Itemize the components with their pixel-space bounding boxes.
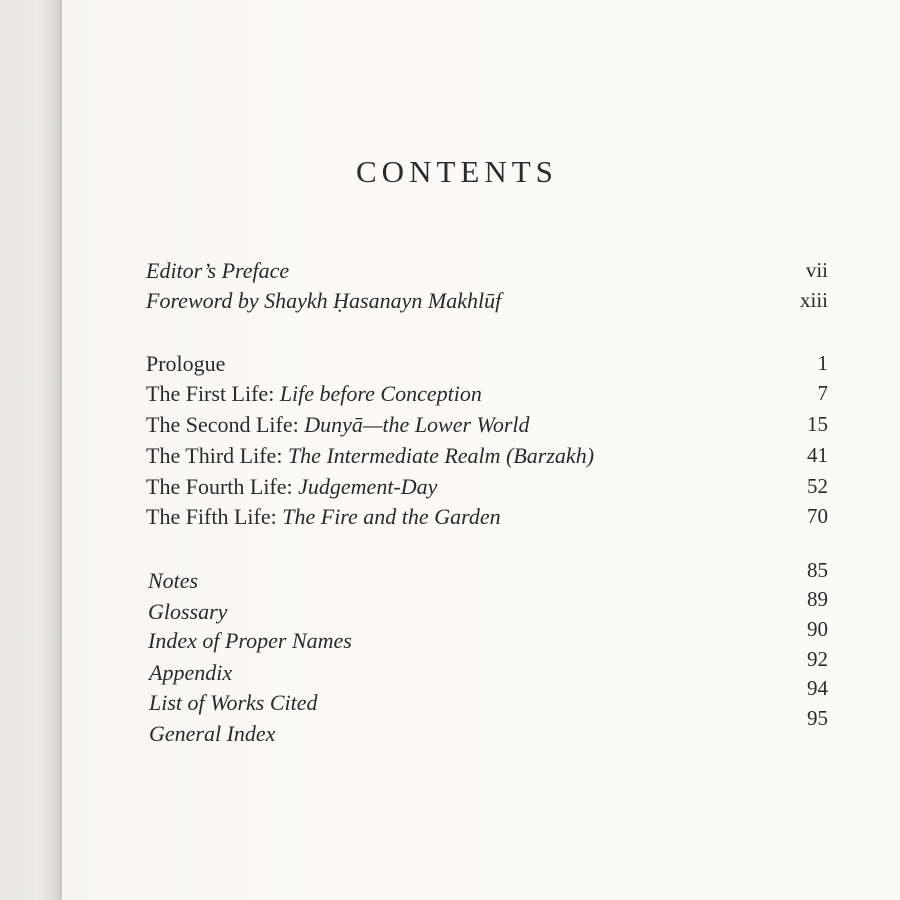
toc-entry-glossary — [0, 587, 900, 629]
toc-entry-page: 41 — [807, 443, 828, 467]
toc-entry-foreword — [0, 288, 900, 318]
toc-entry-notes — [0, 558, 900, 598]
toc-entry-label: List of Works Cited — [149, 690, 318, 715]
toc-entry-editors-preface — [0, 258, 900, 288]
toc-entry-fifth-life — [0, 504, 900, 534]
toc-entry-page: 89 — [807, 587, 828, 611]
toc-entry-label: Glossary — [148, 599, 228, 624]
toc-entry-label: Appendix — [149, 660, 233, 685]
toc-entry-label: Index of Proper Names — [148, 628, 352, 653]
toc-entry-index-proper-names — [0, 617, 900, 658]
toc-entry-label: Notes — [148, 568, 199, 593]
toc-entry-label: The Fifth Life: The Fire and the Garden — [146, 504, 501, 529]
toc-entry-page: 90 — [807, 617, 828, 641]
toc-entry-page: 1 — [817, 351, 828, 375]
toc-entry-label: The First Life: Life before Conception — [146, 381, 482, 406]
page-title: CONTENTS — [356, 154, 558, 189]
toc-entry-prologue — [0, 351, 900, 381]
toc-entry-label: Editor’s Preface — [146, 258, 290, 283]
toc-entry-second-life — [0, 412, 900, 442]
toc-entry-fourth-life — [0, 474, 900, 504]
toc-entry-third-life — [0, 443, 900, 473]
toc-entry-page: 92 — [807, 647, 828, 671]
toc-entry-label: Foreword by Shaykh Ḥasanayn Makhlūf — [146, 288, 502, 313]
toc-entry-page: 85 — [807, 558, 828, 582]
toc-entry-label: General Index — [149, 721, 276, 746]
toc-entry-page: vii — [805, 258, 828, 282]
toc-entry-label: The Second Life: Dunyā—the Lower World — [146, 412, 530, 437]
toc-entry-page: 94 — [807, 676, 828, 700]
toc-entry-general-index — [0, 706, 900, 751]
toc-entry-works-cited — [0, 676, 900, 720]
toc-entry-label: The Fourth Life: Judgement-Day — [146, 474, 438, 499]
toc-entry-page: 95 — [807, 706, 828, 730]
toc-entry-appendix — [0, 647, 900, 690]
toc-entry-page: 7 — [817, 381, 828, 405]
toc-entry-page: xiii — [799, 288, 828, 312]
toc-entry-first-life — [0, 381, 900, 411]
toc-entry-label: The Third Life: The Intermediate Realm (Barzakh) — [146, 443, 595, 468]
toc-entry-label: Prologue — [146, 351, 226, 376]
toc-entry-page: 70 — [807, 504, 828, 528]
toc-entry-page: 15 — [807, 412, 828, 436]
toc-entry-page: 52 — [807, 474, 828, 498]
